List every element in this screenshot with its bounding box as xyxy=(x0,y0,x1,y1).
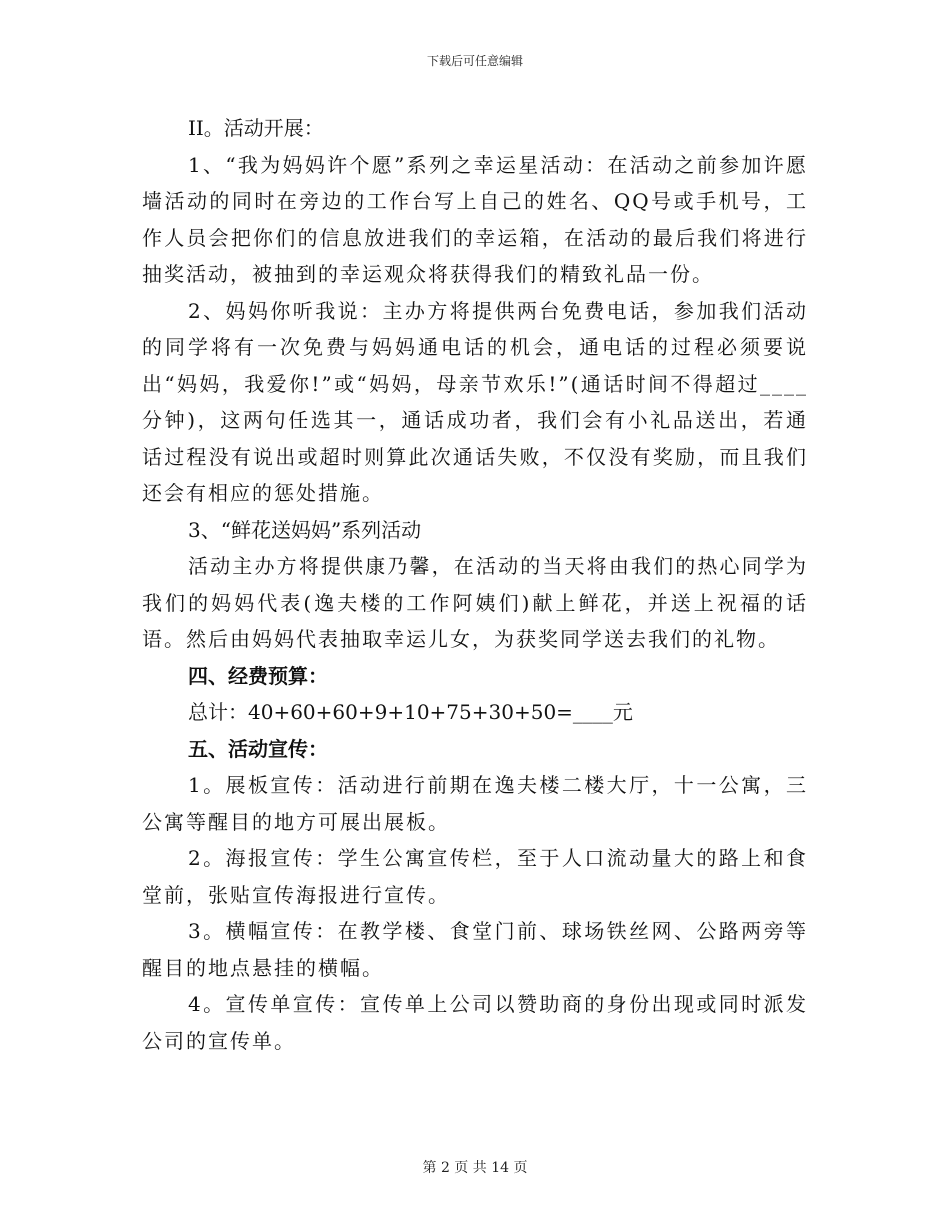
promotion-item-4: 4。宣传单宣传：宣传单上公司以赞助商的身份出现或同时派发公司的宣传单。 xyxy=(142,992,808,1053)
page-footer: 第 2 页 共 14 页 xyxy=(422,1160,528,1176)
promotion-item-3: 3。横幅宣传：在教学楼、食堂门前、球场铁丝网、公路两旁等醒目的地点悬挂的横幅。 xyxy=(142,919,808,980)
section-heading-promotion: 五、活动宣传： xyxy=(188,736,328,761)
promotion-item-2: 2。海报宣传：学生公寓宣传栏，至于人口流动量大的路上和食堂前，张贴宣传海报进行宣传。 xyxy=(142,846,808,907)
page-header: 下载后可任意编辑 xyxy=(426,54,523,68)
document-body xyxy=(142,110,808,1059)
paragraph-item-1: 1、“我为妈妈许个愿”系列之幸运星活动：在活动之前参加许愿墙活动的同时在旁边的工作台写上自己的姓名、QQ号或手机号，工作人员会把你们的信息放进我们的幸运箱，在活动的最后我们将进行抽奖活动，被抽到的幸运观众将获得我们的精致礼品一份。 xyxy=(142,152,808,286)
section-heading-budget: 四、经费预算： xyxy=(188,663,328,688)
paragraph-item-3-body: 活动主办方将提供康乃馨，在活动的当天将由我们的热心同学为我们的妈妈代表(逸夫楼的工作阿姨们)献上鲜花，并送上祝福的话语。然后由妈妈代表抽取幸运儿女，为获奖同学送去我们的礼物。 xyxy=(142,554,808,651)
budget-total: 总计：40+60+60+9+10+75+30+50=____元 xyxy=(188,700,633,724)
promotion-item-1: 1。展板宣传：活动进行前期在逸夫楼二楼大厅，十一公寓，三公寓等醒目的地方可展出展板。 xyxy=(142,773,808,834)
paragraph-item-3-title: 3、“鲜花送妈妈”系列活动 xyxy=(188,517,422,542)
paragraph-item-2: 2、妈妈你听我说：主办方将提供两台免费电话，参加我们活动的同学将有一次免费与妈妈通电话的机会，通电话的过程必须要说出“妈妈，我爱你!”或“妈妈，母亲节欢乐!”(通话时间不得超过____分钟)，这两句任选其一，通话成功者，我们会有小礼品送出，若通话过程没有说出或超时则算此次通话失败，不仅没有奖励，而且我们还会有相应的惩处措施。 xyxy=(142,298,808,505)
section-heading-activity: II。活动开展： xyxy=(188,116,324,140)
